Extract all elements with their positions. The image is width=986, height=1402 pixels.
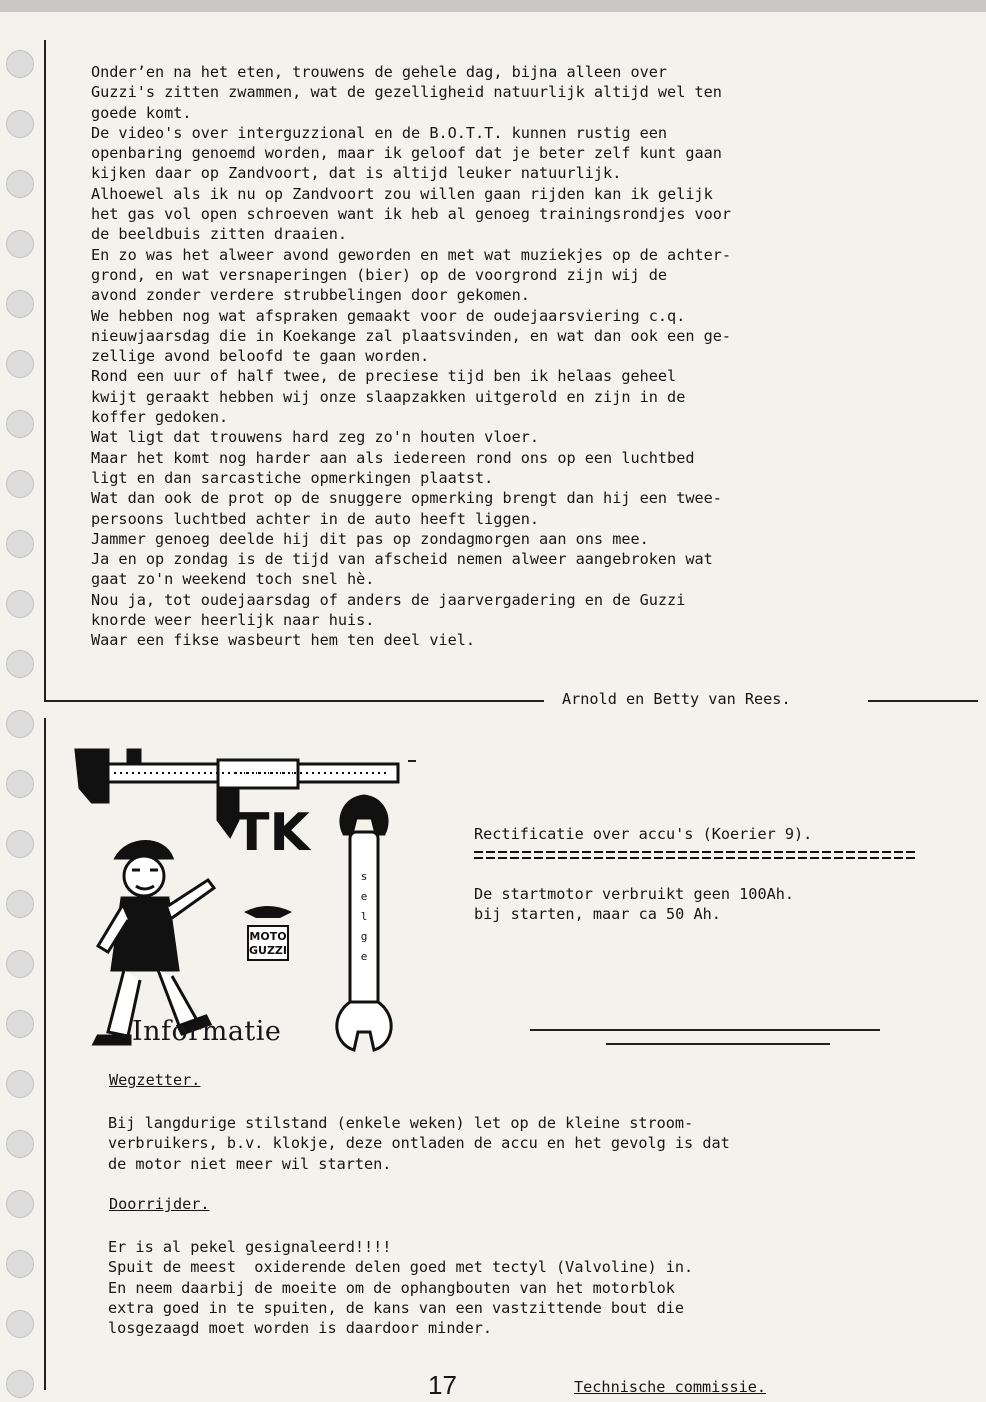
text-line: extra goed in te spuiten, de kans van een vastzittende bout die xyxy=(108,1298,685,1317)
section-divider-right xyxy=(868,700,978,702)
binder-hole xyxy=(6,650,34,678)
text-line: de motor niet meer wil starten. xyxy=(108,1154,392,1173)
text-line: Spuit de meest oxiderende delen goed met tectyl (Valvoline) in. xyxy=(108,1258,694,1277)
binder-hole xyxy=(6,1190,34,1218)
rule-line xyxy=(530,1029,880,1031)
text-line: Maar het komt nog harder aan als iedereen rond ons op een luchtbed xyxy=(91,448,695,467)
text-line: Wat dan ook de prot op de snuggere opmerking brengt dan hij een twee- xyxy=(91,489,722,508)
text-line: De startmotor verbruikt geen 100Ah. xyxy=(474,885,795,903)
binder-hole xyxy=(6,50,34,78)
binder-hole xyxy=(6,530,34,558)
text-line: persoons luchtbed achter in de auto heeft liggen. xyxy=(91,509,540,528)
short-dash xyxy=(408,760,416,762)
text-line: zellige avond beloofd te gaan worden. xyxy=(91,347,430,366)
logo-brand-line1: MOTO xyxy=(249,930,287,943)
binder-hole xyxy=(6,1070,34,1098)
text-line: verbruikers, b.v. klokje, deze ontladen de accu en het gevolg is dat xyxy=(108,1134,730,1153)
text-line: De video's over interguzzional en de B.O.T.T. kunnen rustig een xyxy=(91,123,668,142)
binder-hole xyxy=(6,1250,34,1278)
svg-text:s: s xyxy=(360,870,368,883)
text-line: Er is al pekel gesignaleerd!!!! xyxy=(108,1238,392,1256)
wegzetter-heading: Wegzetter. xyxy=(109,1071,201,1089)
text-line: avond zonder verdere strubbelingen door gekomen. xyxy=(91,286,530,305)
text-line: kijken daar op Zandvoort, dat is altijd leuker natuurlijk. xyxy=(91,164,622,183)
text-line: openbaring genoemd worden, maar ik geloof dat je beter zelf kunt gaan xyxy=(91,144,722,163)
binder-hole xyxy=(6,410,34,438)
binder-hole xyxy=(6,770,34,798)
binder-hole xyxy=(6,890,34,918)
binder-hole xyxy=(6,1310,34,1338)
binder-hole xyxy=(6,1010,34,1038)
text-line: Onderʼen na het eten, trouwens de gehele dag, bijna alleen over xyxy=(91,63,668,81)
margin-rule-bottom xyxy=(44,718,46,1390)
text-line: En neem daarbij de moeite om de ophangbouten van het motorblok xyxy=(108,1278,675,1297)
text-line: Alhoewel als ik nu op Zandvoort zou willen gaan rijden kan ik gelijk xyxy=(91,184,713,203)
text-line: grond, en wat versnaperingen (bier) op de voorgrond zijn wij de xyxy=(91,265,668,284)
svg-text:g: g xyxy=(360,930,368,943)
text-line: losgezaagd moet worden is daardoor minder. xyxy=(108,1319,493,1338)
text-line: Bij langdurige stilstand (enkele weken) let op de kleine stroom- xyxy=(108,1114,694,1132)
text-line: We hebben nog wat afspraken gemaakt voor de oudejaarsviering c.q. xyxy=(91,306,686,325)
binder-hole xyxy=(6,350,34,378)
margin-rule-top xyxy=(44,40,46,700)
text-line: koffer gedoken. xyxy=(91,408,229,427)
text-line: kwijt geraakt hebben wij onze slaapzakken uitgerold en zijn in de xyxy=(91,387,686,406)
svg-text:e: e xyxy=(360,890,368,903)
text-line: Jammer genoeg deelde hij dit pas op zondagmorgen aan ons mee. xyxy=(91,529,649,548)
letter-body xyxy=(91,62,951,651)
binder-hole xyxy=(6,290,34,318)
section-divider xyxy=(44,700,544,702)
doorrijder-body xyxy=(108,1237,948,1338)
binder-hole xyxy=(6,830,34,858)
binder-hole xyxy=(6,230,34,258)
doorrijder-heading: Doorrijder. xyxy=(109,1195,210,1213)
text-line: de beeldbuis zitten draaien. xyxy=(91,225,348,244)
wegzetter-body xyxy=(108,1113,948,1174)
rectificatie-body xyxy=(474,884,934,925)
text-line: goede komt. xyxy=(91,103,192,122)
text-line: Nou ja, tot oudejaarsdag of anders de jaarvergadering en de Guzzi xyxy=(91,590,686,609)
binder-hole xyxy=(6,590,34,618)
binder-hole xyxy=(6,1370,34,1398)
tk-illustration xyxy=(68,740,428,1060)
double-underline xyxy=(474,848,918,862)
text-line: nieuwjaarsdag die in Koekange zal plaatsvinden, en wat dan ook een ge- xyxy=(91,326,732,345)
logo-brand-line2: GUZZI xyxy=(248,944,288,957)
footer-signature: Technische commissie. xyxy=(574,1378,767,1396)
tk-initials: TK xyxy=(234,803,310,863)
text-line: En zo was het alweer avond geworden en met wat muziekjes op de achter- xyxy=(91,245,732,264)
svg-text:e: e xyxy=(360,950,368,963)
informatie-title: Informatie xyxy=(132,1016,282,1047)
text-line: gaat zo'n weekend toch snel hè. xyxy=(91,570,375,589)
page-number: 17 xyxy=(428,1370,457,1400)
svg-text:l: l xyxy=(360,910,368,923)
binder-hole xyxy=(6,950,34,978)
binder-hole xyxy=(6,710,34,738)
text-line: ligt en dan sarcastiche opmerkingen plaatst. xyxy=(91,468,494,487)
binder-hole xyxy=(6,1130,34,1158)
rule-line xyxy=(606,1043,830,1045)
wrench-icon xyxy=(337,796,391,1050)
text-line: knorde weer heerlijk naar huis. xyxy=(91,611,375,630)
text-line: Ja en op zondag is de tijd van afscheid nemen alweer aangebroken wat xyxy=(91,550,713,569)
binder-hole xyxy=(6,470,34,498)
binder-holes xyxy=(6,50,36,1402)
rectificatie-title: Rectificatie over accu's (Koerier 9). xyxy=(474,825,813,843)
text-line: Rond een uur of half twee, de preciese tijd ben ik helaas geheel xyxy=(91,367,677,386)
text-line: Waar een fikse wasbeurt hem ten deel viel. xyxy=(91,631,476,650)
mechanic-icon xyxy=(94,842,214,1045)
text-line: Wat ligt dat trouwens hard zeg zo'n houten vloer. xyxy=(91,428,540,447)
letter-signature: Arnold en Betty van Rees. xyxy=(562,690,791,708)
binder-hole xyxy=(6,170,34,198)
text-line: bij starten, maar ca 50 Ah. xyxy=(474,905,721,924)
text-line: het gas vol open schroeven want ik heb al genoeg trainingsrondjes voor xyxy=(91,205,732,224)
binder-hole xyxy=(6,110,34,138)
text-line: Guzzi's zitten zwammen, wat de gezelligheid natuurlijk altijd wel ten xyxy=(91,83,722,102)
moto-guzzi-logo xyxy=(244,906,292,960)
top-edge xyxy=(0,0,986,12)
